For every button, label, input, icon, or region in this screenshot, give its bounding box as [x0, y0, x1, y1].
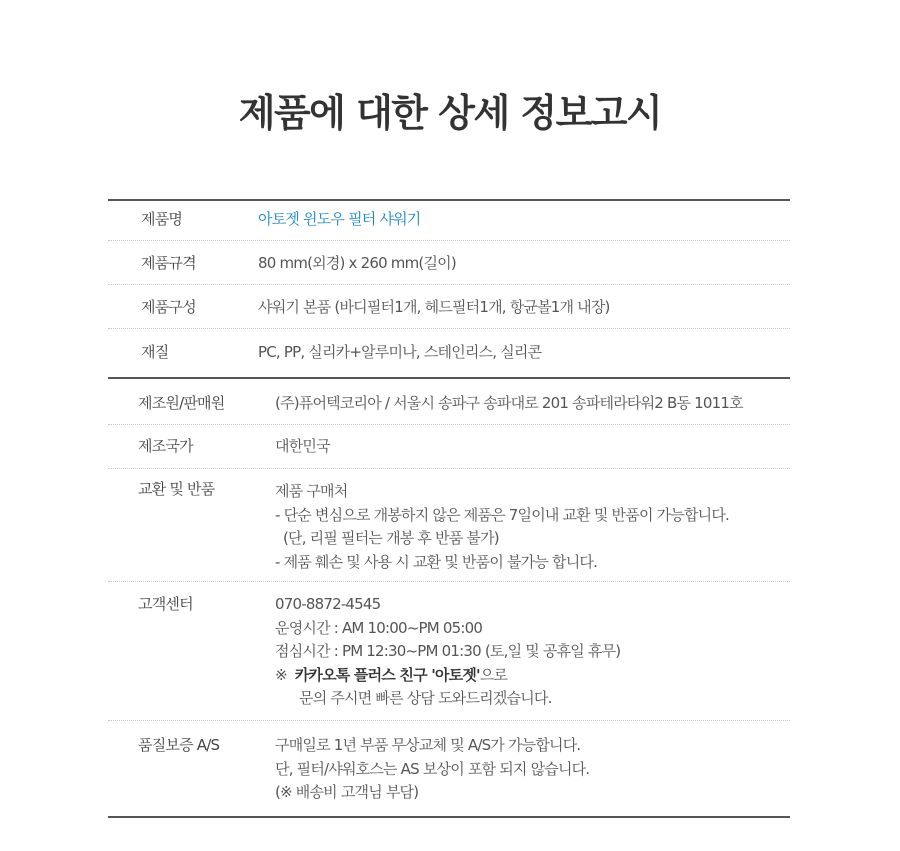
exchange-line: 제품 구매처 — [275, 482, 348, 500]
material-label: 재질 — [141, 343, 169, 361]
product-spec-label: 제품규격 — [141, 254, 196, 272]
support-hours: 운영시간 : AM 10:00~PM 05:00 — [275, 618, 483, 637]
row-divider — [108, 424, 790, 425]
warranty-label: 품질보증 A/S — [138, 736, 220, 754]
material-value: PC, PP, 실리카+알루미나, 스테인리스, 실리콘 — [258, 343, 542, 361]
support-lunch: 점심시간 : PM 12:30~PM 01:30 (토,일 및 공휴일 휴무) — [275, 642, 621, 660]
product-name-value: 아토젯 윈도우 필터 샤워기 — [258, 210, 421, 228]
row-divider — [108, 328, 790, 329]
kakao-line — [275, 664, 620, 688]
row-divider — [108, 240, 790, 241]
support-details — [275, 593, 620, 711]
row-divider — [108, 720, 790, 721]
section-divider — [108, 377, 790, 379]
exchange-details — [275, 480, 729, 574]
warranty-line: 단, 필터/샤워호스는 AS 보상이 포함 되지 않습니다. — [275, 759, 590, 778]
country-value: 대한민국 — [275, 437, 330, 455]
kakao-channel: 카카오톡 플러스 친구 '아토젯' — [294, 665, 480, 684]
support-phone: 070-8872-4545 — [275, 595, 381, 613]
product-name-label: 제품명 — [141, 210, 183, 228]
exchange-label: 교환 및 반품 — [138, 480, 215, 498]
warranty-line: (※ 배송비 고객님 부담) — [275, 783, 419, 801]
product-spec-value: 80 mm(외경) x 260 mm(길이) — [258, 254, 456, 272]
note-mark: ※ — [275, 665, 287, 684]
top-divider — [108, 199, 790, 201]
manufacturer-value: (주)퓨어텍코리아 / 서울시 송파구 송파대로 201 송파테라타워2 B동 1011호 — [275, 394, 743, 412]
warranty-line: 구매일로 1년 부품 무상교체 및 A/S가 가능합니다. — [275, 736, 581, 754]
row-divider — [108, 468, 790, 469]
row-divider — [108, 284, 790, 285]
exchange-line: - 단순 변심으로 개봉하지 않은 제품은 7일이내 교환 및 반품이 가능합니다. — [275, 505, 730, 524]
kakao-suffix: 으로 — [479, 665, 508, 684]
manufacturer-label: 제조원/판매원 — [138, 394, 225, 412]
exchange-line: - 제품 훼손 및 사용 시 교환 및 반품이 불가능 합니다. — [275, 552, 598, 571]
warranty-details — [275, 734, 589, 805]
kakao-line-2: 문의 주시면 빠른 상담 도와드리겠습니다. — [299, 689, 552, 707]
page-title: 제품에 대한 상세 정보고시 — [238, 91, 662, 135]
row-divider — [108, 581, 790, 582]
support-label: 고객센터 — [138, 595, 193, 613]
exchange-line: (단, 리필 필터는 개봉 후 반품 불가) — [283, 529, 499, 547]
bottom-divider — [108, 816, 790, 818]
product-composition-value: 샤워기 본품 (바디필터1개, 헤드필터1개, 항균볼1개 내장) — [258, 298, 610, 316]
country-label: 제조국가 — [138, 437, 193, 455]
product-composition-label: 제품구성 — [141, 298, 196, 316]
